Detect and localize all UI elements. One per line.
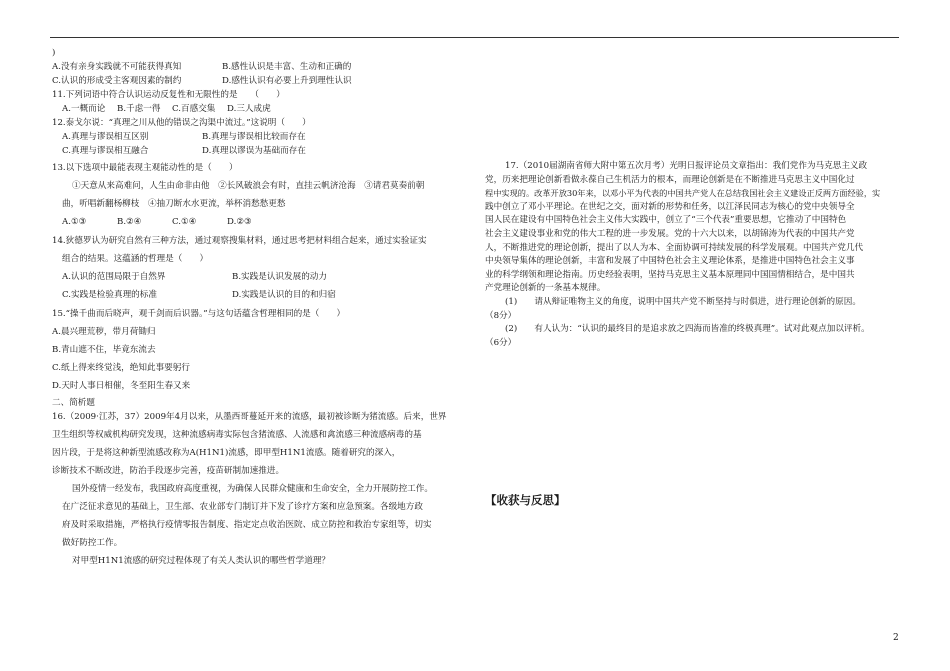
- option: D.真理以谬误为基础而存在: [202, 146, 306, 156]
- option: D.②③: [227, 217, 252, 227]
- header-rule: [50, 37, 899, 38]
- q17-line: 业的科学纲领和理论指南。历史经验表明，坚持马克思主义基本原理同中国国情相结合，是中国共: [485, 269, 855, 280]
- option: D.感性认识有必要上升到理性认识: [222, 76, 352, 86]
- q17-score-1: （8分）: [485, 310, 517, 321]
- option: A.认识的范围局限于自然界: [62, 272, 166, 282]
- q17-line: 17.（2010届湖南省师大附中第五次月考）光明日报评论员文章指出：我们党作为马克思主义政: [505, 161, 868, 171]
- q13-stem: 13.以下选项中最能表现主观能动性的是（ ）: [52, 163, 238, 173]
- q15-option-b: B.青山遮不住，毕竟东流去: [52, 345, 156, 355]
- q17-subquestion-1: (1) 请从辩证唯物主义的角度，说明中国共产党不断坚持与时俱进，进行理论创新的原因。: [505, 296, 861, 307]
- q16-line: 因片段，于是将这种新型流感改称为A(H1N1)流感，即甲型H1N1流感。随着研究的深入，: [52, 448, 401, 458]
- q14-stem: 14.狄德罗认为研究自然有三种方法，通过观察搜集材料，通过思考把材料组合起来，通过实验证实: [52, 236, 427, 246]
- q10-options-row2: [52, 74, 442, 88]
- option: A.一概而论: [62, 104, 106, 114]
- q16-line: 卫生组织等权威机构研究发现，这种流感病毒实际包含猪流感、人流感和禽流感三种流感病毒的基: [52, 430, 422, 440]
- q13-line2: 曲，听唱新翻杨柳枝 ④抽刀断水水更流，举杯消愁愁更愁: [62, 199, 286, 209]
- q10-options-row1: [52, 60, 442, 74]
- q17-line: 践中创立了邓小平理论。在世纪之交，面对新的形势和任务，以江泽民同志为核心的党中央领导全: [485, 201, 855, 212]
- q14-options-row2: [52, 288, 442, 302]
- q16-para3-line: 做好防控工作。: [62, 538, 123, 548]
- q17-line: 党，历来把理论创新看做永葆自己生机活力的根本，而理论创新是在不断推进马克思主义中国化过: [485, 174, 855, 185]
- option: B.真理与谬误相比较而存在: [202, 132, 306, 142]
- q11-stem: 11.下列词语中符合认识运动反复性和无限性的是 （ ）: [52, 90, 285, 100]
- q17-line: 人，不断推进党的理论创新，提出了以人为本、全面协调可持续发展的科学发展观。中国共产党几代: [485, 242, 864, 253]
- q13-options: [52, 215, 442, 229]
- q15-option-c: C.纸上得来终觉浅，绝知此事要躬行: [52, 363, 190, 373]
- option: B.感性认识是丰富、生动和正确的: [222, 62, 352, 72]
- option: B.②④: [117, 217, 142, 227]
- q16-line: 16.（2009·江苏，37）2009年4月以来，从墨西哥蔓延开来的流感，最初被诊断为猪流感。后来，世界: [52, 412, 447, 422]
- option: A.真理与谬误相互区别: [62, 132, 149, 142]
- q12-options-row1: [52, 130, 442, 144]
- option: C.认识的形成受主客观因素的制约: [52, 76, 182, 86]
- q16-question: 对甲型H1N1流感的研究过程体现了有关人类认识的哪些哲学道理？: [72, 556, 330, 566]
- option: C.真理与谬误相互融合: [62, 146, 149, 156]
- page-number: 2: [893, 633, 899, 643]
- q17-line: 国人民在建设有中国特色社会主义伟大实践中，创立了“三个代表”重要思想，它推动了中国特色: [485, 215, 847, 226]
- q16-para2: 国外疫情一经发布，我国政府高度重视，为确保人民群众健康和生命安全，全力开展防控工作。: [72, 484, 433, 494]
- left-column: [52, 46, 447, 568]
- q12-stem: 12.泰戈尔说：“真理之川从他的错误之沟渠中流过。”这说明（ ）: [52, 118, 311, 128]
- q17-subquestion-2: (2) 有人认为：“认识的最终目的是追求放之四海而皆准的终极真理”。试对此观点加以评析。: [505, 324, 870, 335]
- q17-line: 产党理论创新的一条基本规律。: [485, 283, 606, 294]
- option: B.千虑一得: [117, 104, 161, 114]
- q13-line1: ①天意从来高难问，人生由命非由他 ②长风破浪会有时，直挂云帆济沧海 ③请君莫奏前朝: [72, 181, 425, 191]
- option: A.①③: [62, 217, 87, 227]
- q17-line: 程中实现的。改革开放30年来，以邓小平为代表的中国共产党人在总结我国社会主义建设正反两方面经验，实: [485, 188, 881, 199]
- option: D.实践是认识的目的和归宿: [232, 290, 336, 300]
- reflection-heading: 【收获与反思】: [485, 493, 566, 507]
- option: C.实践是检验真理的标准: [62, 290, 157, 300]
- q14-stem-cont: 组合的结果。这蕴涵的哲理是（ ）: [62, 254, 209, 264]
- option: A.没有亲身实践就不可能获得真知: [52, 62, 182, 72]
- option: C.①④: [172, 217, 197, 227]
- q11-options: [52, 102, 442, 116]
- q17-line: 中央领导集体的理论创新，丰富和发展了中国特色社会主义理论体系，是推进中国特色社会主义事: [485, 256, 855, 267]
- q17-score-2: （6分）: [485, 337, 517, 348]
- q12-options-row2: [52, 144, 442, 158]
- q16-para3-line: 府及时采取措施，严格执行疫情零报告制度、指定定点收治医院、成立防控和救治专家组等，切实: [62, 520, 432, 530]
- q10-tail: ): [52, 48, 56, 58]
- q14-options-row1: [52, 270, 442, 284]
- option: B.实践是认识发展的动力: [232, 272, 327, 282]
- right-column: [485, 160, 905, 350]
- q16-line: 诊断技术不断改进，防治手段逐步完善，疫苗研制加速推进。: [52, 466, 285, 476]
- q17-line: 社会主义建设事业和党的伟大工程的进一步发展。党的十六大以来，以胡锦涛为代表的中国共产党: [485, 228, 855, 239]
- q15-option-d: D.天时人事日相催，冬至阳生春又来: [52, 381, 191, 391]
- q16-para3-line: 在广泛征求意见的基础上，卫生部、农业部专门制订并下发了诊疗方案和应急预案。各级地方政: [62, 502, 423, 512]
- section-heading: 二、简析题: [52, 398, 95, 408]
- option: D.三人成虎: [227, 104, 271, 114]
- option: C.百感交集: [172, 104, 216, 114]
- q15-option-a: A.晨兴理荒秽，带月荷锄归: [52, 327, 156, 337]
- q15-stem: 15.“操千曲而后晓声，观千剑而后识器。”与这句话蕴含哲理相同的是（ ）: [52, 309, 346, 319]
